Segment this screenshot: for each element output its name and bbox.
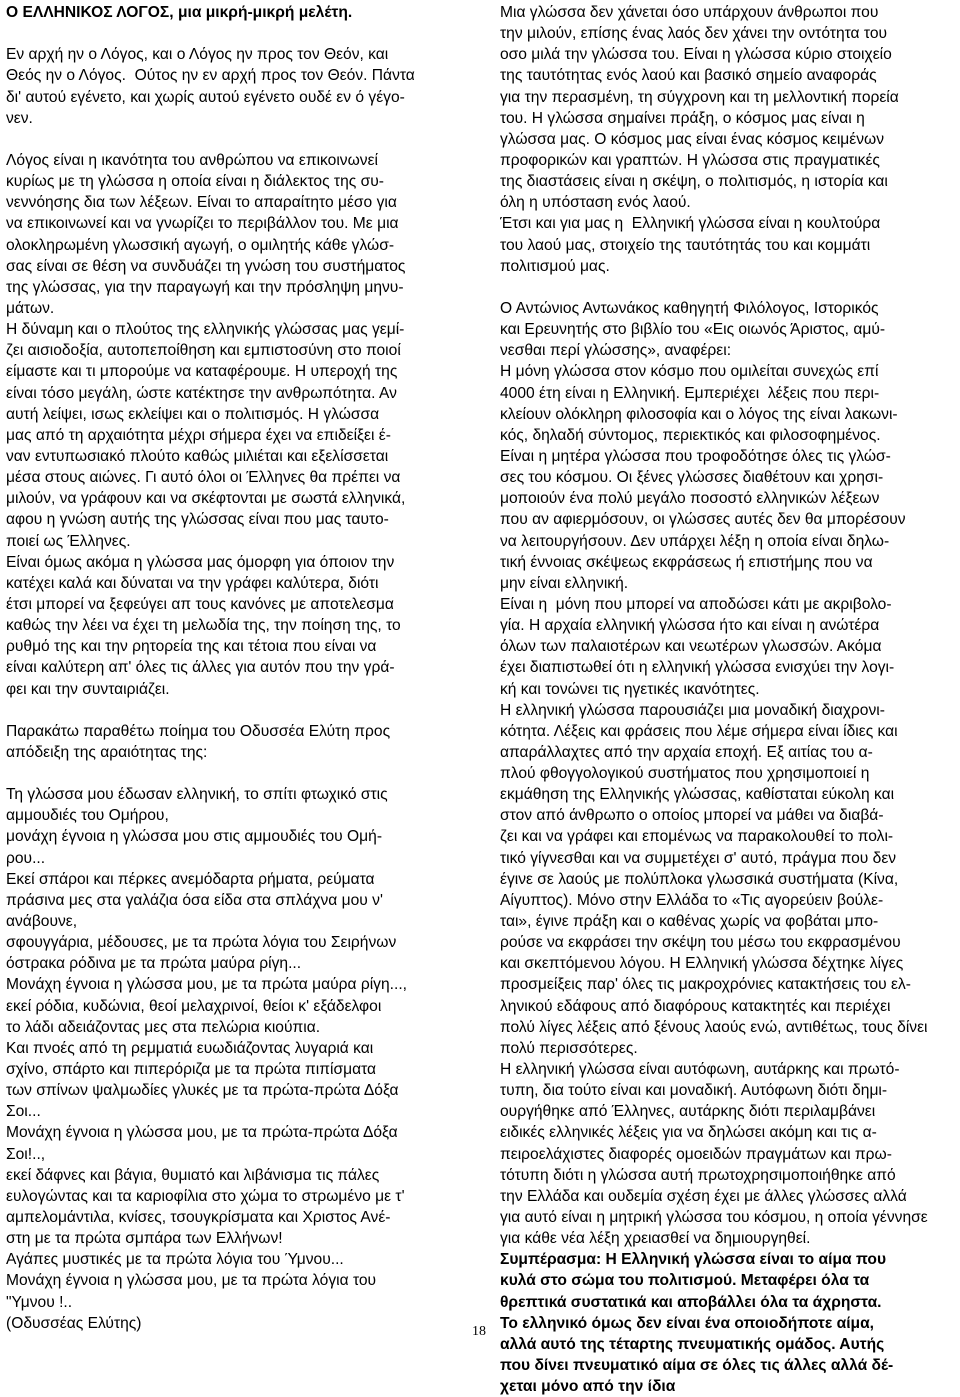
text-line: και σκεπτόμενου λόγου. Η Ελληνική γλώσσα δέχτηκε λίγες [500, 955, 904, 973]
text-line: κλείουν ολόκληρη φιλοσοφία και ο λόγος της είναι λακωνι- [500, 405, 898, 423]
text-line: νεσθαι περί γλώσσης», αναφέρει: [500, 342, 732, 360]
text-line: Είναι όμως ακόμα η γλώσσα μας όμορφη για όποιον την [6, 553, 395, 571]
text-line: αμμουδιές του Ομήρου, [6, 807, 169, 825]
text-line [6, 763, 462, 784]
text-line: ποιεί ως Έλληνες. [6, 532, 131, 550]
text-line: Η ελληνική γλώσσα είναι αυτόφωνη, αυτάρκης και πρωτό- [500, 1061, 900, 1079]
text-line: ζει και να γράφει και επομένως να παρακολουθεί το πολι- [500, 828, 894, 846]
text-line: νεν. [6, 109, 33, 127]
text-line: Έτσι και για μας η Ελληνική γλώσσα είναι η κουλτούρα [500, 215, 881, 233]
text-line: μάτων. [6, 299, 55, 317]
text-line: Μονάχη έγνοια η γλώσσα μου, με τα πρώτα-πρώτα Δόξα [6, 1124, 398, 1142]
text-line: ειδικές ελληνικές λέξεις για να δηλώσει ακόμη και τις α- [500, 1124, 877, 1142]
text-line: ευλογώντας και τα καριοφίλια στο χώμα το στρωμένο με τ' [6, 1187, 405, 1205]
text-line: δι' αυτού εγένετο, και χωρίς αυτού εγένετο ουδέ εν ό γέγο- [6, 88, 405, 106]
text-line: νεννόησης δια των λέξεων. Είναι το απαραίτητο μέσο για [6, 194, 397, 212]
text-line: σες του κόσμου. Οι ξένες γλώσσες διαθέτουν και χρησι- [500, 469, 884, 487]
text-line: απόδειξη της αραιότητας της: [6, 743, 208, 761]
text-line: Η δύναμη και ο πλούτος της ελληνικής γλώσσας μας γεμί- [6, 321, 405, 339]
text-line: για την περασμένη, τη σύγχρονη και τη μελλοντική πορεία [500, 88, 899, 106]
text-line: θρεπτικά συστατικά και αποβάλλει όλα τα άχρηστα. [500, 1293, 882, 1311]
text-line: Ο Αντώνιος Αντωνάκος καθηγητή Φιλόλογος, Ιστορικός [500, 299, 879, 317]
text-line: Μια γλώσσα δεν χάνεται όσο υπάρχουν άνθρωποι που [500, 4, 879, 21]
text-line: αμπελομάντιλα, κνίσες, τσουγκρίσματα και Χριστος Ανέ- [6, 1209, 391, 1227]
text-line: Λόγος είναι η ικανότητα του ανθρώπου να επικοινωνεί [6, 151, 378, 169]
text-line: μονάχη έγνοια η γλώσσα μου στις αμμουδιές του Ομή- [6, 828, 383, 846]
text-line: προσμείξεις παρ' όλες τις μακροχρόνιες κατακτήσεις του ελ- [500, 976, 911, 994]
text-line: τυπη, δια τούτο είναι και μοναδική. Αυτόφωνη διότι δημι- [500, 1082, 888, 1100]
text-line: οσο μιλά την γλώσσα του. Είναι η γλώσσα κύριο στοιχείο [500, 46, 892, 64]
text-line: κατέχει καλά και δύναται να την γράφει καλύτερα, διότι [6, 574, 379, 592]
text-line: της ταυτότητας ενός λαού και βασικό σημείο αναφοράς [500, 67, 877, 85]
text-line: έγινε σε λαούς με πολύπλοκα γλωσσικά συστήματα (Κίνα, [500, 870, 899, 888]
text-line: για κάθε νέα λέξη χρειασθεί να δημιουργηθεί. [500, 1230, 811, 1248]
text-line: (Οδυσσέας Ελύτης) [6, 1314, 142, 1332]
text-line: κυρίως με τη γλώσσα η οποία είναι η διάλεκτος της συ- [6, 173, 384, 191]
text-line: ρυθμό της και την ρητορεία της και τέτοια που είναι να [6, 638, 377, 656]
text-line: του λαού μας, στοιχείο της ταυτότητάς του και κομμάτι [500, 236, 871, 254]
text-line: της διαστάσεις είναι η σκέψη, ο πολιτισμός, η ιστορία και [500, 173, 888, 191]
text-line: πειροελάχιστες διαφορές ομοειδών πραγμάτων και πρω- [500, 1145, 892, 1163]
text-line: ζει αισιοδοξία, αυτοπεποίθηση και εμπιστοσύνη στο ποιοί [6, 342, 401, 360]
text-line: μας από τη αρχαιότητα μέχρι σήμερα έχει να επιδείξει έ- [6, 426, 391, 444]
text-line: στη με τα πρώτα σμπάρα των Ελλήνων! [6, 1230, 283, 1248]
text-line: το λάδι αδειάζοντας μες στα πελώρια κιούπια. [6, 1018, 321, 1036]
text-line: όστρακα ρόδινα με τα πρώτα μαύρα ρίγη... [6, 955, 302, 973]
text-line: να λειτουργήσουν. Δεν υπάρχει λέξη η οποία είναι δηλω- [500, 532, 890, 550]
text-line: ρούσε να εκφράσει την σκέψη του μέσω του εκφρασμένου [500, 934, 901, 952]
text-line: ουργήθηκε από Έλληνες, αυτάρκης διότι περιλαμβάνει [500, 1103, 876, 1121]
text-line: Είναι η μητέρα γλώσσα που τροφοδότησε όλες τις γλώσ- [500, 447, 891, 465]
text-line: την Ελλάδα και ουδεμία σχέση έχει με άλλες γλώσσες αλλά [500, 1187, 907, 1205]
text-line: Σοι!.., [6, 1145, 46, 1163]
text-line: ναν εντυπωσιακό πλούτο καθώς μιλιέται και εξελίσσεται [6, 447, 389, 465]
text-line: Το ελληνικό όμως δεν είναι ένα οποιοδήποτε αίμα, [500, 1314, 874, 1332]
text-line: πολύ λίγες λέξεις από ξένους λαούς ενώ, αντιθέτως, τους δίνει [500, 1018, 928, 1036]
text-line: που δίνει πνευματικό αίμα σε όλες τις άλλες αλλά δέ- [500, 1357, 894, 1374]
text-line: σφουγγάρια, μέδουσες, με τα πρώτα λόγια του Σειρήνων [6, 934, 397, 952]
text-line: σχίνο, σπάρτο και πιπερόριζα με τα πρώτα πιπίσματα [6, 1061, 377, 1079]
text-line: Η μόνη γλώσσα στον κόσμο που ομιλείται συνεχώς επί [500, 363, 879, 381]
text-line: ληνικού εδάφους από διαφόρους κατακτητές και περιέχει [500, 997, 891, 1015]
text-line: ανάβουνε, [6, 913, 78, 931]
text-line: σας είναι σε θέση να συνδυάζει τη γνώση του συστήματος [6, 257, 406, 275]
right-column [500, 2, 958, 1397]
text-line: για αυτό είναι η μητρική γλώσσα του κόσμου, η οποία γέννησε [500, 1209, 928, 1227]
text-line: Μονάχη έγνοια η γλώσσα μου, με τα πρώτα μαύρα ρίγη..., [6, 976, 407, 994]
left-column [6, 2, 462, 1334]
text-line: κός, δηλαδή σύντομος, περιεκτικός και φιλοσοφημένος. [500, 426, 881, 444]
text-line: προφορικών και γραπτών. Η γλώσσα στις πραγματικές [500, 151, 880, 169]
text-line: Αγάπες μυστικές με τα πρώτα λόγια του Ύμνου... [6, 1251, 344, 1269]
text-line [6, 700, 462, 721]
text-line: εκμάθηση της Ελληνικής γλώσσας, καθίσταται εύκολη και [500, 786, 895, 804]
text-line: Εκεί σπάροι και πέρκες ανεμόδαρτα ρήματα, ρεύματα [6, 870, 375, 888]
text-line: στον από άνθρωπο ο οποίος μπορεί να μάθει να διαβά- [500, 807, 884, 825]
text-line: αυτή λείψει, ισως εκλείψει και ο πολιτισμός. Η γλώσσα [6, 405, 380, 423]
text-line: Τη γλώσσα μου έδωσαν ελληνική, το σπίτι φτωχικό στις [6, 786, 388, 804]
page-number: 18 [472, 1324, 486, 1339]
text-line: και Ερευνητής στο βιβλίο του «Εις οιωνός Άριστος, αμύ- [500, 321, 886, 339]
text-line: μιλούν, να γράφουν και να σκέφτονται με σωστά ελληνικά, [6, 490, 406, 508]
text-line: εκεί δάφνες και βάγια, θυμιατό και λιβάνισμα τις πάλες [6, 1166, 380, 1184]
text-line: που αν αφιερμόσουν, οι γλώσσες αυτές δεν θα μπορέσουν [500, 511, 906, 529]
text-line: πλού φθογγολογικού συστήματος που χρησιμοποιεί η [500, 765, 870, 783]
text-line: Παρακάτω παραθέτω ποίημα του Οδυσσέα Ελύτη προς [6, 722, 391, 740]
text-line: κυλά στο σώμα του πολιτισμού. Μεταφέρει όλα τα [500, 1272, 870, 1290]
text-line: απαράλλαχτες από την αρχαία εποχή. Εξ αιτίας του α- [500, 743, 873, 761]
text-line: έτσι μπορεί να ξεφεύγει απ τους κανόνες με αποτελεσμα [6, 595, 394, 613]
text-line: του. Η γλώσσα σημαίνει πράξη, ο κόσμος μας είναι η [500, 109, 865, 127]
text-line: χεται μόνο από την ίδια [500, 1378, 676, 1396]
text-line: αλλά αυτό της τέταρτης πνευματικής ομάδος. Αυτής [500, 1335, 885, 1353]
text-line: Εν αρχή ην ο Λόγος, και ο Λόγος ην προς τον Θεόν, και [6, 46, 389, 64]
text-line: Θεός ην ο Λόγος. Ούτος ην εν αρχή προς τον Θεόν. Πάντα [6, 67, 415, 85]
text-line: είναι τόσο μεγάλη, ώστε κατέκτησε την ανθρωπότητα. Αν [6, 384, 397, 402]
text-line: γλώσσα μας. Ο κόσμος μας είναι ένας κόσμος κειμένων [500, 130, 884, 148]
text-line: ρου... [6, 849, 46, 867]
text-line: Και πνοές από τη ρεμματιά ευωδιάζοντας λυγαριά και [6, 1039, 374, 1057]
text-line: πολύ περισσότερες. [500, 1039, 638, 1057]
text-line: πράσινα μες στα γαλάζια όσα είδα στα σπλάχνα μου ν' [6, 891, 383, 909]
text-line: Είναι η μόνη που μπορεί να αποδώσει κάτι με ακριβολο- [500, 595, 892, 613]
text-line: "Υμνου !.. [6, 1293, 73, 1311]
text-line: τική έννοιας σκέψεως εκφράσεως ή επιστήμης που να [500, 553, 873, 571]
text-line: Ο ΕΛΛΗΝΙΚΟΣ ΛΟΓΟΣ, μια μικρή-μικρή μελέτη. [6, 4, 353, 21]
text-line: την μιλούν, επίσης ένας λαός δεν χάνει την οντότητα του [500, 25, 888, 43]
text-line: Συμπέρασμα: Η Ελληνική γλώσσα είναι το αίμα που [500, 1251, 887, 1269]
text-line: Αίγυπτος). Μόνο στην Ελλάδα το «Τις αγορεύειν βούλε- [500, 891, 884, 909]
text-line: τότυπη διότι η γλώσσα αυτή πρωτοχρησιμοποιήθηκε από [500, 1166, 896, 1184]
text-line: μοποιούν ένα πολύ μεγάλο ποσοστό ελληνικών λέξεων [500, 490, 880, 508]
text-line: όλων των παλαιοτέρων και νεωτέρων γλωσσών. Ακόμα [500, 638, 882, 656]
text-line: Η ελληνική γλώσσα παρουσιάζει μια μοναδική διαχρονι- [500, 701, 885, 719]
text-line: είμαστε και τι μπορούμε να καταφέρουμε. Η υπεροχή της [6, 363, 398, 381]
text-line: τικό γίγνεσθαι και να συμμετέχει σ' αυτό, πράγμα που δεν [500, 849, 897, 867]
text-line: Σοι... [6, 1103, 41, 1121]
text-line [500, 277, 958, 298]
text-line: 4000 έτη είναι η Ελληνική. Εμπεριέχει λέξεις που περι- [500, 384, 880, 402]
text-line: της γλώσσας, για την παραγωγή και την πρόσληψη μηνυ- [6, 278, 404, 296]
text-line: έχει διαπιστωθεί ότι η ελληνική γλώσσα ενισχύει την λογι- [500, 659, 895, 677]
text-line: γία. Η αρχαία ελληνική γλώσσα ήτο και είναι η ανώτέρα [500, 617, 880, 635]
text-line: Μονάχη έγνοια η γλώσσα μου, με τα πρώτα λόγια του [6, 1272, 377, 1290]
text-line: μην είναι ελληνική. [500, 574, 629, 592]
text-line: φει και την συνταιριάζει. [6, 680, 170, 698]
text-line: μέσα στους αιώνες. Γι αυτό όλοι οι Έλληνες θα πρέπει να [6, 469, 401, 487]
text-line [6, 129, 462, 150]
text-line: πολιτισμού μας. [500, 257, 610, 275]
text-line: είναι καλύτερη απ' όλες τις άλλες για αυτόν που την γρά- [6, 659, 395, 677]
text-line: όλη η υπόσταση ενός λαού. [500, 194, 691, 212]
text-line: ολοκληρωμένη γλωσσική αγωγή, ο ομιλητής κάθε γλώσ- [6, 236, 395, 254]
text-line: αφου η γνώση αυτής της γλώσσας είναι που μας ταυτο- [6, 511, 389, 529]
text-line: να επικοινωνεί και να γνωρίζει το περιβάλλον του. Με μια [6, 215, 399, 233]
text-line: των σπίνων ψαλμωδίες γλυκές με τα πρώτα-πρώτα Δόξα [6, 1082, 399, 1100]
text-line: κότητα. Λέξεις και φράσεις που λέμε σήμερα είναι ίδιες και [500, 722, 898, 740]
text-line: εκεί ρόδια, κυδώνια, θεοί μελαχρινοί, θείοι κ' εξάδελφοι [6, 997, 382, 1015]
text-line: κή και τονώνει τις ηγετικές ικανότητες. [500, 680, 760, 698]
text-line [6, 23, 462, 44]
text-line: ται», έγινε πράξη και ο καθένας χωρίς να φοβάται μπο- [500, 913, 879, 931]
text-line: καθώς την λέει να έχει τη μελωδία της, την ποίηση της, το [6, 617, 401, 635]
